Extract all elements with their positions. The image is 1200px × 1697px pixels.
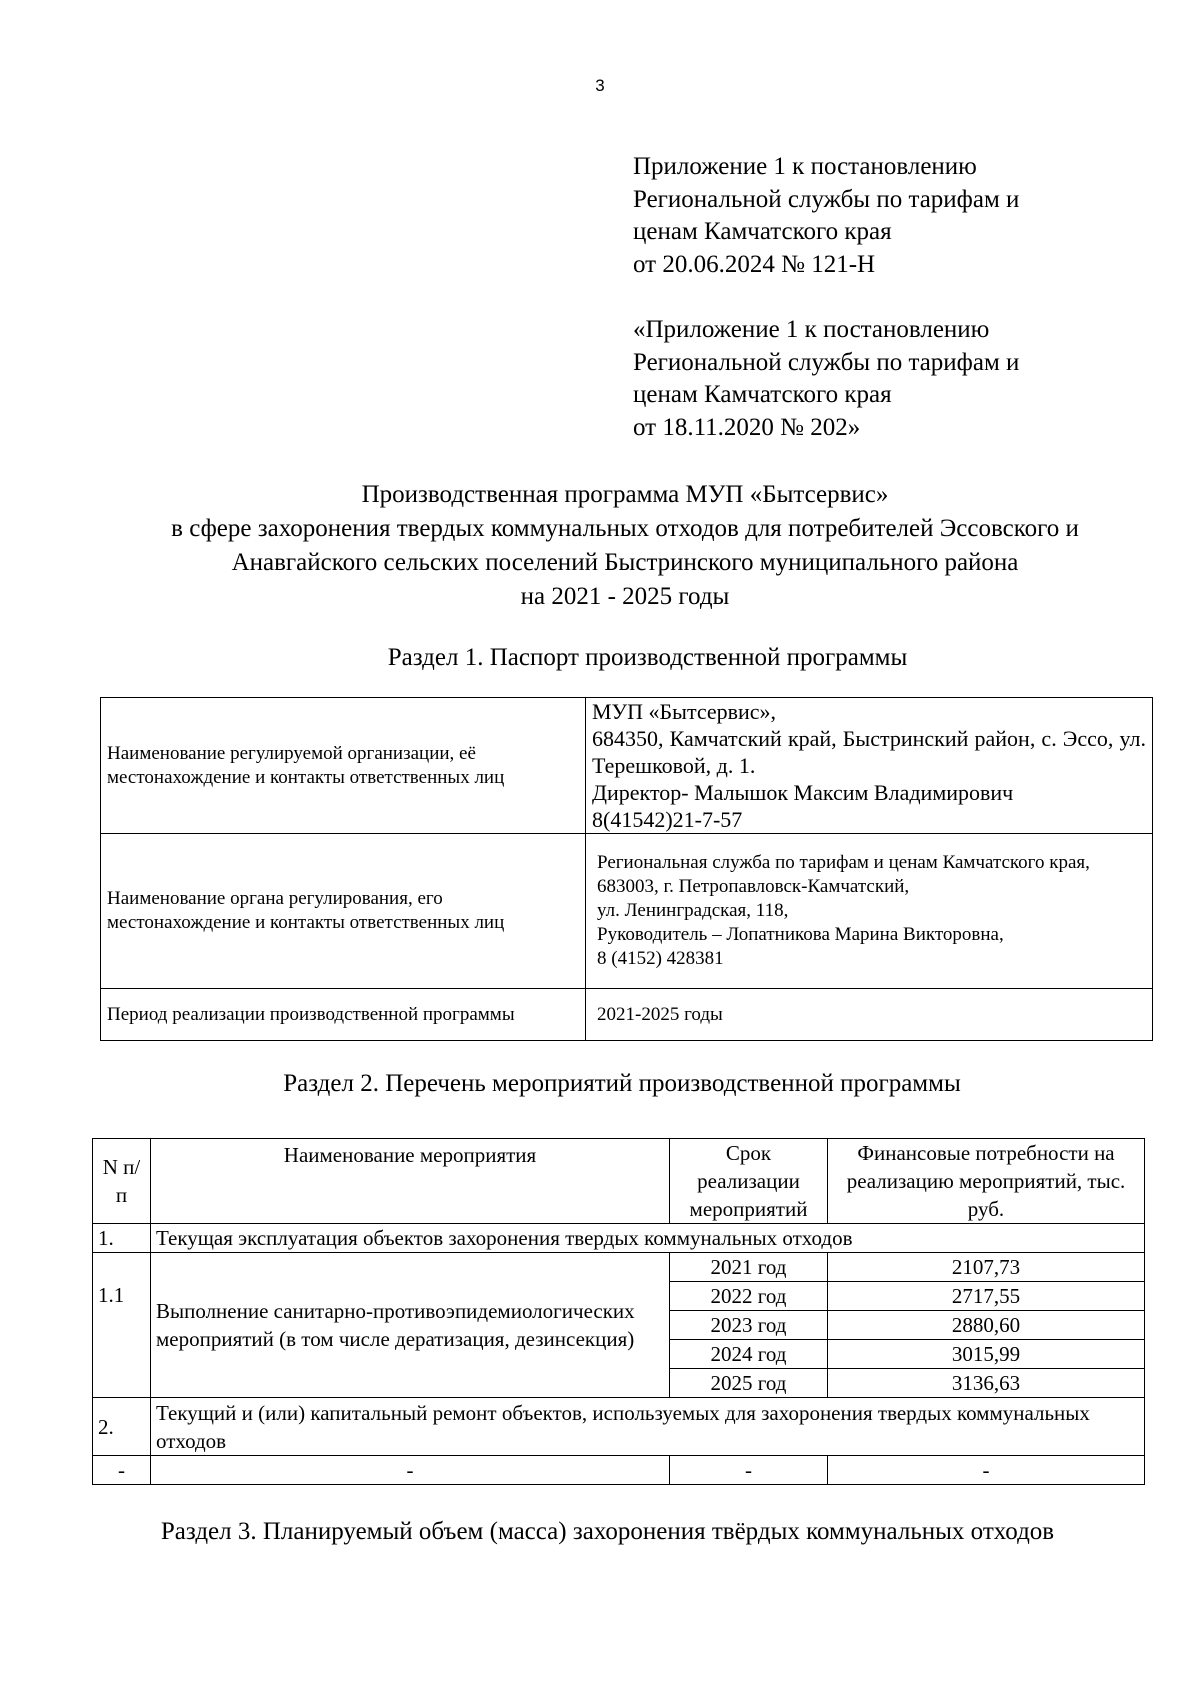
empty-cell: - <box>828 1456 1145 1485</box>
table-header-row <box>93 1139 1145 1224</box>
passport-label: Наименование органа регулирования, его местонахождение и контакты ответственных лиц <box>101 834 586 989</box>
table-row <box>101 698 1153 834</box>
section1-heading: Раздел 1. Паспорт производственной программы <box>387 644 908 671</box>
annex-current <box>633 151 1153 281</box>
passport-value: 2021-2025 годы <box>586 989 1153 1041</box>
col-header-name: Наименование мероприятия <box>151 1139 670 1224</box>
passport-value-line: ул. Ленинградская, 118, <box>597 900 789 921</box>
annex-previous-line: от 18.11.2020 № 202» <box>633 413 861 441</box>
amount-cell: 2880,60 <box>828 1311 1145 1340</box>
row-num: 1.1 <box>93 1253 151 1398</box>
annex-current-line: ценам Камчатского края <box>633 218 892 245</box>
year-cell: 2023 год <box>670 1311 828 1340</box>
group-title: Текущая эксплуатация объектов захоронения твердых коммунальных отходов <box>151 1224 1145 1253</box>
table-row <box>93 1398 1145 1456</box>
year-cell: 2021 год <box>670 1253 828 1282</box>
amount-cell: 2717,55 <box>828 1282 1145 1311</box>
table-row <box>101 834 1153 989</box>
passport-value-line: Директор- Малышок Максим Владимирович <box>592 780 1014 805</box>
passport-label: Наименование регулируемой организации, её местонахождение и контакты ответственных лиц <box>101 698 586 834</box>
amount-cell: 3015,99 <box>828 1340 1145 1369</box>
col-header-term: Срок реализации мероприятий <box>670 1139 828 1224</box>
empty-cell: - <box>670 1456 828 1485</box>
annex-current-line: Приложение 1 к постановлению <box>633 153 977 180</box>
section2-heading: Раздел 2. Перечень мероприятий производственной программы <box>283 1070 961 1097</box>
annex-current-line: Региональной службы по тарифам и <box>633 185 1020 213</box>
passport-value-line: Региональная служба по тарифам и ценам Камчатского края, <box>597 852 1090 873</box>
row-num: 2. <box>93 1398 151 1456</box>
passport-value-line: 8 (4152) 428381 <box>597 948 724 969</box>
passport-value-line: 684350, Камчатский край, Быстринский район, с. Эссо, ул. Терешковой, д. 1. <box>592 726 1146 778</box>
program-title-line: Анавгайского сельских поселений Быстринского муниципального района <box>231 549 1019 576</box>
passport-table <box>100 697 1153 1041</box>
annex-previous-line: «Приложение 1 к постановлению <box>633 316 990 343</box>
table-row <box>93 1456 1145 1485</box>
year-cell: 2022 год <box>670 1282 828 1311</box>
program-title-line: на 2021 - 2025 годы <box>520 583 730 610</box>
table-row <box>93 1224 1145 1253</box>
program-title <box>60 478 1190 614</box>
passport-value-line: 8(41542)21-7-57 <box>592 807 743 832</box>
passport-value <box>586 698 1153 834</box>
empty-cell: - <box>93 1456 151 1485</box>
page-number: 3 <box>595 76 605 95</box>
section3-heading: Раздел 3. Планируемый объем (масса) захоронения твёрдых коммунальных отходов <box>160 1518 1055 1545</box>
passport-value-line: Руководитель – Лопатникова Марина Викторовна, <box>597 924 1004 945</box>
row-num: 1. <box>93 1224 151 1253</box>
annex-previous-line: Региональной службы по тарифам и <box>633 348 1020 376</box>
empty-cell: - <box>151 1456 670 1485</box>
activity-name: Выполнение санитарно-противоэпидемиологических мероприятий (в том числе дератизация, дезинсекция) <box>151 1253 670 1398</box>
activities-table <box>92 1138 1145 1485</box>
amount-cell: 3136,63 <box>828 1369 1145 1398</box>
program-title-line: в сфере захоронения твердых коммунальных отходов для потребителей Эссовского и <box>171 515 1079 542</box>
year-cell: 2025 год <box>670 1369 828 1398</box>
amount-cell: 2107,73 <box>828 1253 1145 1282</box>
passport-value-line: МУП «Бытсервис», <box>592 699 777 724</box>
passport-value <box>586 834 1153 989</box>
year-cell: 2024 год <box>670 1340 828 1369</box>
program-title-line: Производственная программа МУП «Бытсервис» <box>361 481 889 508</box>
table-row <box>101 989 1153 1041</box>
passport-value-line: 683003, г. Петропавловск-Камчатский, <box>597 876 910 897</box>
col-header-finance: Финансовые потребности на реализацию мероприятий, тыс. руб. <box>828 1139 1145 1224</box>
passport-label: Период реализации производственной программы <box>101 989 586 1041</box>
group-title: Текущий и (или) капитальный ремонт объектов, используемых для захоронения твердых коммунальных отходов <box>151 1398 1145 1456</box>
annex-current-line: от 20.06.2024 № 121-Н <box>633 250 876 278</box>
col-header-num: N п/п <box>93 1139 151 1224</box>
annex-previous-line: ценам Камчатского края <box>633 381 892 408</box>
table-row <box>93 1253 1145 1282</box>
annex-previous <box>633 314 1153 444</box>
